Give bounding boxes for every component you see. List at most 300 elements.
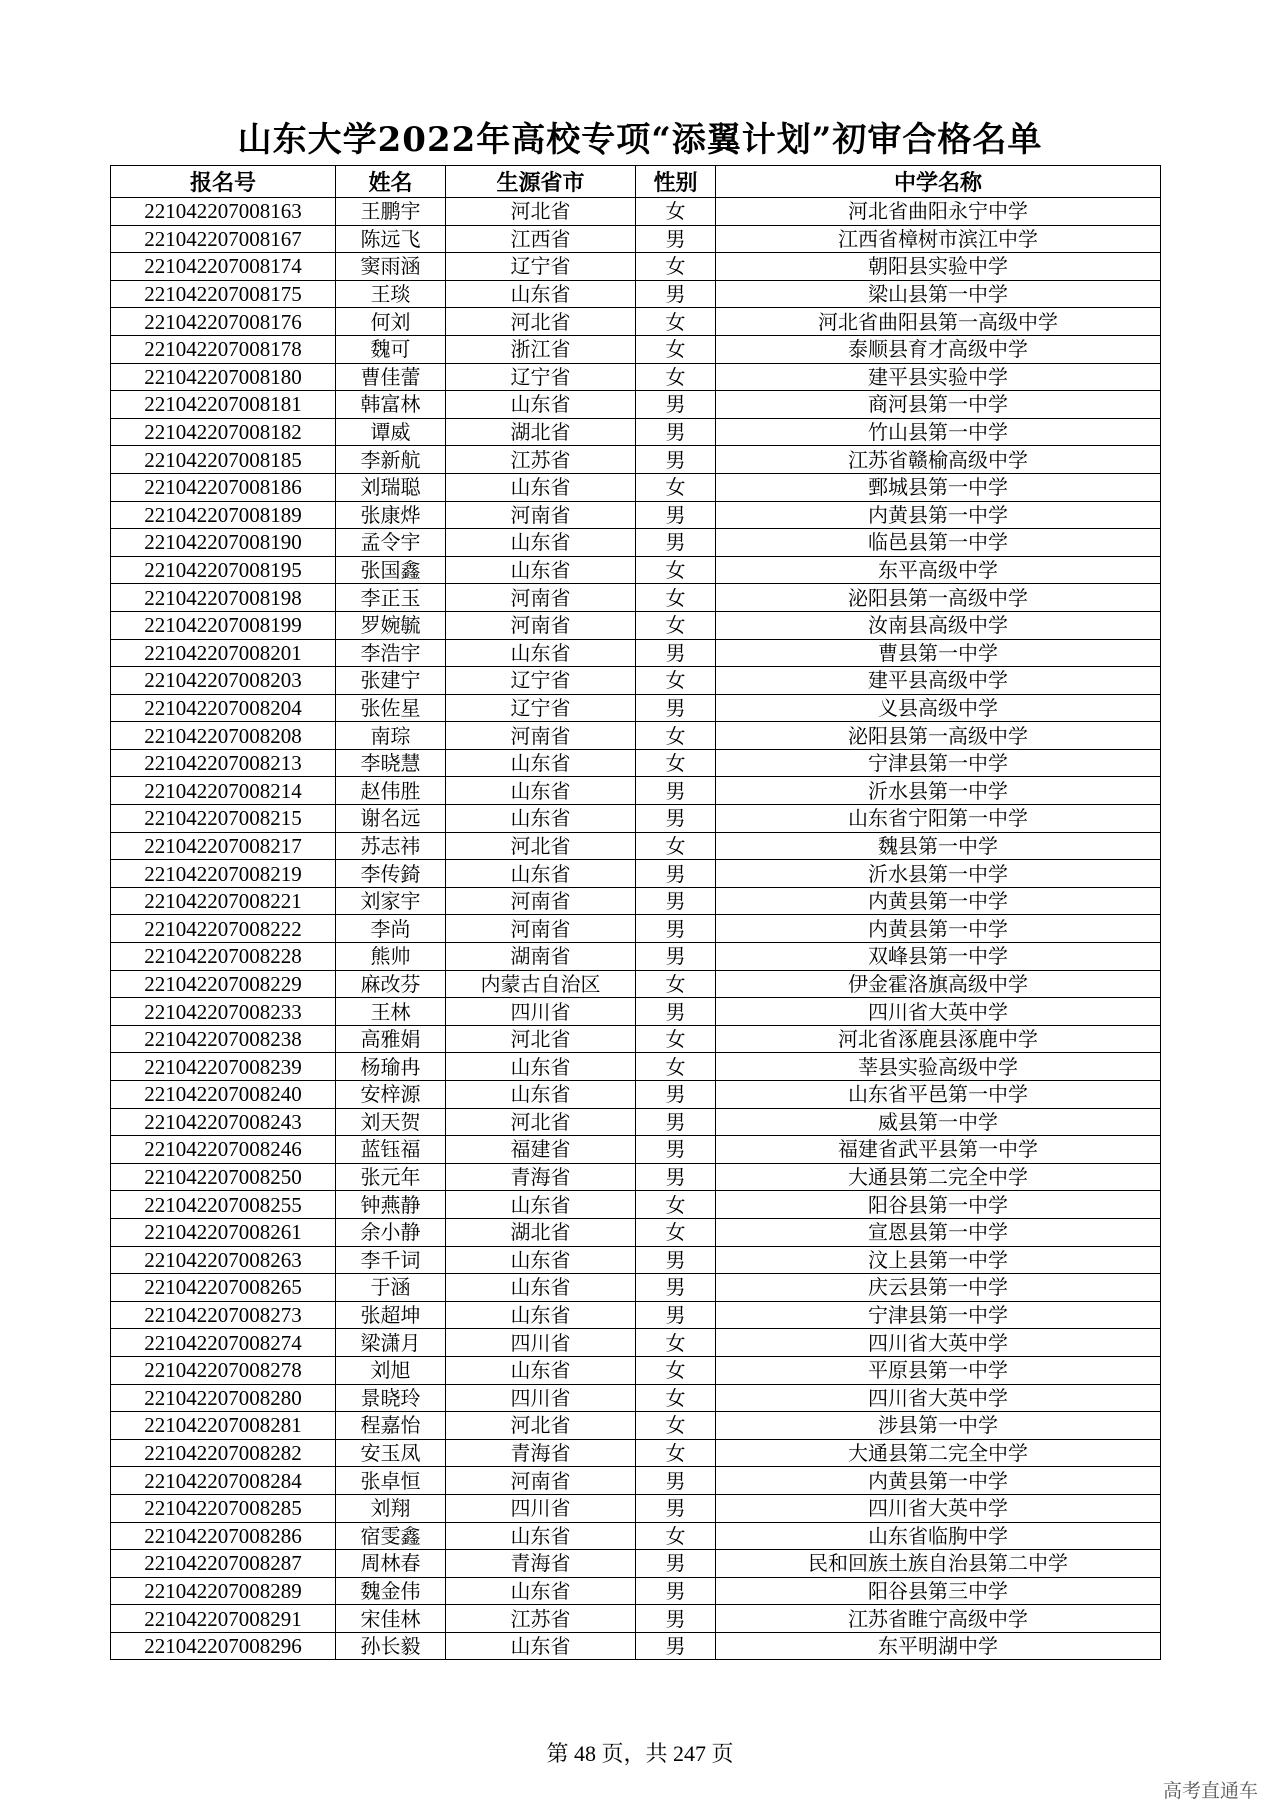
table-row [111,1301,1161,1329]
gender-cell: 女 [636,363,716,391]
name-cell: 李传錡 [336,860,446,888]
school-cell: 竹山县第一中学 [716,418,1161,446]
name-cell: 张国鑫 [336,556,446,584]
table-row [111,308,1161,336]
gender-cell: 女 [636,1356,716,1384]
name-cell: 刘瑞聪 [336,473,446,501]
registration-number-cell: 221042207008265 [111,1274,336,1302]
registration-number-cell: 221042207008204 [111,694,336,722]
school-cell: 四川省大英中学 [716,1329,1161,1357]
table-row [111,1412,1161,1440]
school-cell: 泌阳县第一高级中学 [716,722,1161,750]
table-row [111,1494,1161,1522]
name-cell: 王鹏宇 [336,198,446,226]
province-cell: 山东省 [446,1301,636,1329]
province-cell: 山东省 [446,749,636,777]
name-cell: 张康烨 [336,501,446,529]
school-cell: 平原县第一中学 [716,1356,1161,1384]
registration-number-cell: 221042207008222 [111,915,336,943]
registration-number-cell: 221042207008255 [111,1191,336,1219]
name-cell: 杨瑜冉 [336,1053,446,1081]
province-cell: 内蒙古自治区 [446,970,636,998]
gender-cell: 女 [636,1191,716,1219]
table-row [111,1384,1161,1412]
table-row [111,198,1161,226]
school-cell: 建平县实验中学 [716,363,1161,391]
name-cell: 谭威 [336,418,446,446]
province-cell: 河北省 [446,198,636,226]
school-cell: 宣恩县第一中学 [716,1218,1161,1246]
province-cell: 山东省 [446,529,636,557]
province-cell: 山东省 [446,1191,636,1219]
province-cell: 山东省 [446,860,636,888]
province-cell: 河南省 [446,611,636,639]
province-cell: 青海省 [446,1550,636,1578]
name-cell: 麻改芬 [336,970,446,998]
school-cell: 山东省平邑第一中学 [716,1081,1161,1109]
name-cell: 苏志祎 [336,832,446,860]
column-header-school: 中学名称 [716,166,1161,198]
name-cell: 熊帅 [336,943,446,971]
registration-number-cell: 221042207008178 [111,335,336,363]
registration-number-cell: 221042207008213 [111,749,336,777]
name-cell: 李晓慧 [336,749,446,777]
name-cell: 陈远飞 [336,225,446,253]
province-cell: 山东省 [446,1522,636,1550]
school-cell: 阳谷县第三中学 [716,1577,1161,1605]
gender-cell: 女 [636,1218,716,1246]
province-cell: 湖北省 [446,418,636,446]
gender-cell: 女 [636,1412,716,1440]
name-cell: 孙长毅 [336,1632,446,1660]
name-cell: 高雅娟 [336,1025,446,1053]
gender-cell: 女 [636,1025,716,1053]
registration-number-cell: 221042207008239 [111,1053,336,1081]
province-cell: 河北省 [446,308,636,336]
registration-number-cell: 221042207008238 [111,1025,336,1053]
table-row [111,777,1161,805]
province-cell: 山东省 [446,777,636,805]
school-cell: 四川省大英中学 [716,1494,1161,1522]
table-row [111,225,1161,253]
province-cell: 山东省 [446,1053,636,1081]
gender-cell: 女 [636,1384,716,1412]
page-title: 山东大学2022年高校专项“添翼计划”初审合格名单 [237,120,1043,160]
school-cell: 涉县第一中学 [716,1412,1161,1440]
province-cell: 河南省 [446,584,636,612]
registration-number-cell: 221042207008201 [111,639,336,667]
roster-body [111,198,1161,1660]
table-row [111,998,1161,1026]
gender-cell: 男 [636,1632,716,1660]
gender-cell: 女 [636,722,716,750]
registration-number-cell: 221042207008243 [111,1108,336,1136]
province-cell: 四川省 [446,1494,636,1522]
table-row [111,1632,1161,1660]
school-cell: 阳谷县第一中学 [716,1191,1161,1219]
province-cell: 河北省 [446,1025,636,1053]
name-cell: 钟燕静 [336,1191,446,1219]
table-row [111,1329,1161,1357]
registration-number-cell: 221042207008163 [111,198,336,226]
registration-number-cell: 221042207008167 [111,225,336,253]
name-cell: 王林 [336,998,446,1026]
table-row [111,335,1161,363]
registration-number-cell: 221042207008261 [111,1218,336,1246]
registration-number-cell: 221042207008190 [111,529,336,557]
gender-cell: 男 [636,639,716,667]
gender-cell: 男 [636,1246,716,1274]
name-cell: 王琰 [336,280,446,308]
table-row [111,1356,1161,1384]
name-cell: 曹佳蕾 [336,363,446,391]
registration-number-cell: 221042207008274 [111,1329,336,1357]
province-cell: 山东省 [446,1274,636,1302]
table-row [111,391,1161,419]
school-cell: 江苏省赣榆高级中学 [716,446,1161,474]
column-header-name: 姓名 [336,166,446,198]
page-number: 第 48 页，共 247 页 [546,1741,734,1766]
gender-cell: 男 [636,1467,716,1495]
province-cell: 江苏省 [446,446,636,474]
table-row [111,832,1161,860]
province-cell: 山东省 [446,556,636,584]
roster-table [110,165,1161,1660]
gender-cell: 女 [636,749,716,777]
table-row [111,501,1161,529]
table-row [111,1246,1161,1274]
gender-cell: 女 [636,667,716,695]
province-cell: 四川省 [446,998,636,1026]
gender-cell: 男 [636,915,716,943]
province-cell: 山东省 [446,1081,636,1109]
school-cell: 河北省曲阳永宁中学 [716,198,1161,226]
table-row [111,887,1161,915]
gender-cell: 女 [636,970,716,998]
registration-number-cell: 221042207008228 [111,943,336,971]
school-cell: 朝阳县实验中学 [716,253,1161,281]
province-cell: 河北省 [446,1412,636,1440]
name-cell: 李正玉 [336,584,446,612]
province-cell: 山东省 [446,1577,636,1605]
gender-cell: 男 [636,501,716,529]
registration-number-cell: 221042207008195 [111,556,336,584]
gender-cell: 女 [636,1439,716,1467]
name-cell: 李新航 [336,446,446,474]
registration-number-cell: 221042207008189 [111,501,336,529]
school-cell: 伊金霍洛旗高级中学 [716,970,1161,998]
column-header-gender: 性别 [636,166,716,198]
school-cell: 四川省大英中学 [716,1384,1161,1412]
registration-number-cell: 221042207008217 [111,832,336,860]
registration-number-cell: 221042207008182 [111,418,336,446]
table-row [111,1136,1161,1164]
gender-cell: 女 [636,308,716,336]
school-cell: 临邑县第一中学 [716,529,1161,557]
school-cell: 四川省大英中学 [716,998,1161,1026]
gender-cell: 男 [636,1108,716,1136]
name-cell: 南琮 [336,722,446,750]
table-row [111,529,1161,557]
province-cell: 湖南省 [446,943,636,971]
gender-cell: 男 [636,225,716,253]
name-cell: 梁潇月 [336,1329,446,1357]
table-row [111,639,1161,667]
province-cell: 河南省 [446,722,636,750]
gender-cell: 女 [636,556,716,584]
school-cell: 汶上县第一中学 [716,1246,1161,1274]
school-cell: 大通县第二完全中学 [716,1439,1161,1467]
registration-number-cell: 221042207008240 [111,1081,336,1109]
table-row [111,1577,1161,1605]
column-header-province: 生源省市 [446,166,636,198]
school-cell: 山东省临朐中学 [716,1522,1161,1550]
school-cell: 内黄县第一中学 [716,501,1161,529]
gender-cell: 男 [636,777,716,805]
school-cell: 梁山县第一中学 [716,280,1161,308]
province-cell: 福建省 [446,1136,636,1164]
gender-cell: 男 [636,529,716,557]
name-cell: 刘旭 [336,1356,446,1384]
registration-number-cell: 221042207008282 [111,1439,336,1467]
registration-number-cell: 221042207008289 [111,1577,336,1605]
table-row [111,943,1161,971]
registration-number-cell: 221042207008198 [111,584,336,612]
school-cell: 泰顺县育才高级中学 [716,335,1161,363]
province-cell: 山东省 [446,1246,636,1274]
name-cell: 张佐星 [336,694,446,722]
name-cell: 宋佳林 [336,1605,446,1633]
name-cell: 张卓恒 [336,1467,446,1495]
name-cell: 魏金伟 [336,1577,446,1605]
school-cell: 江西省樟树市滨江中学 [716,225,1161,253]
name-cell: 李尚 [336,915,446,943]
registration-number-cell: 221042207008181 [111,391,336,419]
name-cell: 景晓玲 [336,1384,446,1412]
school-cell: 沂水县第一中学 [716,860,1161,888]
registration-number-cell: 221042207008287 [111,1550,336,1578]
name-cell: 赵伟胜 [336,777,446,805]
registration-number-cell: 221042207008203 [111,667,336,695]
table-row [111,667,1161,695]
school-cell: 宁津县第一中学 [716,749,1161,777]
name-cell: 周林春 [336,1550,446,1578]
table-row [111,1081,1161,1109]
registration-number-cell: 221042207008263 [111,1246,336,1274]
province-cell: 河南省 [446,1467,636,1495]
province-cell: 山东省 [446,280,636,308]
province-cell: 河北省 [446,832,636,860]
registration-number-cell: 221042207008280 [111,1384,336,1412]
name-cell: 孟令宇 [336,529,446,557]
table-row [111,722,1161,750]
registration-number-cell: 221042207008233 [111,998,336,1026]
school-cell: 内黄县第一中学 [716,1467,1161,1495]
province-cell: 河北省 [446,1108,636,1136]
registration-number-cell: 221042207008278 [111,1356,336,1384]
registration-number-cell: 221042207008174 [111,253,336,281]
registration-number-cell: 221042207008176 [111,308,336,336]
gender-cell: 女 [636,1522,716,1550]
school-cell: 莘县实验高级中学 [716,1053,1161,1081]
province-cell: 四川省 [446,1329,636,1357]
province-cell: 山东省 [446,639,636,667]
school-cell: 山东省宁阳第一中学 [716,805,1161,833]
registration-number-cell: 221042207008246 [111,1136,336,1164]
table-row [111,1108,1161,1136]
registration-number-cell: 221042207008221 [111,887,336,915]
school-cell: 河北省涿鹿县涿鹿中学 [716,1025,1161,1053]
table-row [111,1191,1161,1219]
gender-cell: 女 [636,584,716,612]
gender-cell: 男 [636,1605,716,1633]
gender-cell: 男 [636,860,716,888]
school-cell: 民和回族土族自治县第二中学 [716,1550,1161,1578]
gender-cell: 女 [636,473,716,501]
gender-cell: 女 [636,198,716,226]
province-cell: 江西省 [446,225,636,253]
table-row [111,611,1161,639]
school-cell: 鄄城县第一中学 [716,473,1161,501]
table-row [111,805,1161,833]
name-cell: 李浩宇 [336,639,446,667]
name-cell: 刘天贺 [336,1108,446,1136]
registration-number-cell: 221042207008284 [111,1467,336,1495]
gender-cell: 男 [636,418,716,446]
name-cell: 窦雨涵 [336,253,446,281]
name-cell: 安梓源 [336,1081,446,1109]
gender-cell: 女 [636,1329,716,1357]
school-cell: 宁津县第一中学 [716,1301,1161,1329]
name-cell: 何刘 [336,308,446,336]
name-cell: 宿雯鑫 [336,1522,446,1550]
province-cell: 辽宁省 [446,253,636,281]
gender-cell: 男 [636,1550,716,1578]
name-cell: 蓝钰福 [336,1136,446,1164]
table-row [111,253,1161,281]
province-cell: 山东省 [446,805,636,833]
gender-cell: 男 [636,280,716,308]
table-row [111,363,1161,391]
name-cell: 张元年 [336,1163,446,1191]
province-cell: 河南省 [446,501,636,529]
province-cell: 河南省 [446,915,636,943]
table-row [111,1274,1161,1302]
table-row [111,915,1161,943]
registration-number-cell: 221042207008186 [111,473,336,501]
table-row [111,694,1161,722]
registration-number-cell: 221042207008185 [111,446,336,474]
school-cell: 威县第一中学 [716,1108,1161,1136]
school-cell: 内黄县第一中学 [716,887,1161,915]
school-cell: 庆云县第一中学 [716,1274,1161,1302]
table-row [111,1550,1161,1578]
registration-number-cell: 221042207008291 [111,1605,336,1633]
gender-cell: 男 [636,943,716,971]
name-cell: 罗婉毓 [336,611,446,639]
name-cell: 刘翔 [336,1494,446,1522]
gender-cell: 男 [636,1081,716,1109]
province-cell: 辽宁省 [446,363,636,391]
registration-number-cell: 221042207008296 [111,1632,336,1660]
province-cell: 浙江省 [446,335,636,363]
registration-number-cell: 221042207008215 [111,805,336,833]
name-cell: 余小静 [336,1218,446,1246]
watermark: 高考直通车 [1162,1780,1258,1802]
school-cell: 河北省曲阳县第一高级中学 [716,308,1161,336]
gender-cell: 女 [636,253,716,281]
table-header-row [111,166,1161,198]
registration-number-cell: 221042207008281 [111,1412,336,1440]
gender-cell: 男 [636,391,716,419]
table-row [111,446,1161,474]
school-cell: 沂水县第一中学 [716,777,1161,805]
table-row [111,860,1161,888]
school-cell: 福建省武平县第一中学 [716,1136,1161,1164]
table-row [111,1522,1161,1550]
name-cell: 谢名远 [336,805,446,833]
gender-cell: 男 [636,694,716,722]
table-row [111,1163,1161,1191]
table-row [111,584,1161,612]
gender-cell: 男 [636,1494,716,1522]
table-row [111,1025,1161,1053]
school-cell: 双峰县第一中学 [716,943,1161,971]
name-cell: 于涵 [336,1274,446,1302]
province-cell: 河南省 [446,887,636,915]
school-cell: 曹县第一中学 [716,639,1161,667]
gender-cell: 男 [636,1274,716,1302]
registration-number-cell: 221042207008208 [111,722,336,750]
table-row [111,556,1161,584]
gender-cell: 女 [636,335,716,363]
name-cell: 刘家宇 [336,887,446,915]
gender-cell: 男 [636,1163,716,1191]
gender-cell: 男 [636,805,716,833]
name-cell: 李千词 [336,1246,446,1274]
table-row [111,749,1161,777]
province-cell: 辽宁省 [446,694,636,722]
registration-number-cell: 221042207008214 [111,777,336,805]
province-cell: 四川省 [446,1384,636,1412]
province-cell: 青海省 [446,1439,636,1467]
table-row [111,473,1161,501]
table-row [111,280,1161,308]
column-header-registration-number: 报名号 [111,166,336,198]
gender-cell: 女 [636,611,716,639]
school-cell: 内黄县第一中学 [716,915,1161,943]
registration-number-cell: 221042207008199 [111,611,336,639]
gender-cell: 男 [636,446,716,474]
gender-cell: 女 [636,832,716,860]
gender-cell: 女 [636,1053,716,1081]
province-cell: 山东省 [446,391,636,419]
registration-number-cell: 221042207008219 [111,860,336,888]
province-cell: 山东省 [446,1632,636,1660]
school-cell: 东平明湖中学 [716,1632,1161,1660]
table-row [111,1218,1161,1246]
school-cell: 东平高级中学 [716,556,1161,584]
registration-number-cell: 221042207008229 [111,970,336,998]
name-cell: 程嘉怡 [336,1412,446,1440]
gender-cell: 男 [636,1301,716,1329]
registration-number-cell: 221042207008250 [111,1163,336,1191]
province-cell: 山东省 [446,1356,636,1384]
table-row [111,970,1161,998]
table-row [111,1439,1161,1467]
name-cell: 张建宁 [336,667,446,695]
province-cell: 山东省 [446,473,636,501]
